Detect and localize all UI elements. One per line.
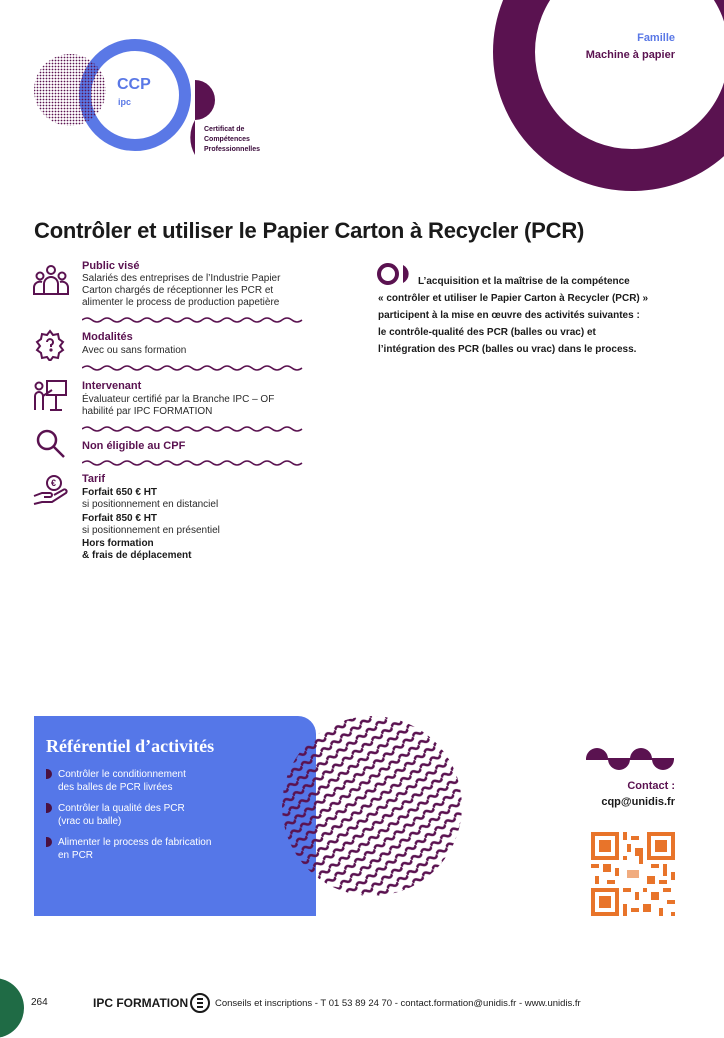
phone-icon <box>189 992 211 1014</box>
referentiel-item <box>46 836 286 862</box>
tarif-price1-note: si positionnement en distanciel <box>82 499 219 510</box>
objective-line4: le contrôle-qualité des PCR (balles ou vrac) et <box>378 327 596 338</box>
logo-cert-line1: Certificat de <box>204 126 245 133</box>
contact-email[interactable]: cqp@unidis.fr <box>601 796 675 808</box>
referentiel-list <box>46 768 286 862</box>
page-number-badge <box>0 978 24 1038</box>
referentiel-item-line1: Contrôler la qualité des PCR <box>58 803 185 814</box>
logo-ipc-text: ipc <box>118 97 132 107</box>
objective-line2: « contrôler et utiliser le Papier Carton à Recycler (PCR) » <box>378 293 649 304</box>
people-icon <box>32 263 70 297</box>
tarif-price1: Forfait 650 € HT <box>82 487 158 498</box>
tarif-price2-note: si positionnement en présentiel <box>82 525 220 536</box>
logo-cert-line3: Professionnelles <box>204 146 261 153</box>
intervenant-line1: Évaluateur certifié par la Branche IPC – OF <box>82 394 275 405</box>
tarif-title: Tarif <box>82 473 106 485</box>
logo-ccp-text: CCP <box>117 76 151 93</box>
family-value: Machine à papier <box>585 49 675 61</box>
intervenant-line2: habilité par IPC FORMATION <box>82 406 213 417</box>
wave-divider <box>82 425 304 433</box>
contact-label: Contact : <box>627 780 675 792</box>
objective-mark-icon <box>377 263 413 285</box>
referentiel-title: Référentiel d’activités <box>46 736 215 756</box>
modalites-line1: Avec ou sans formation <box>82 345 187 356</box>
public-line2: Carton chargés de réceptionner les PCR et <box>82 285 274 296</box>
money-hand-icon <box>32 474 70 506</box>
tarif-extra2: & frais de déplacement <box>82 550 192 561</box>
qr-code[interactable] <box>591 832 675 916</box>
hatched-sphere <box>280 714 464 898</box>
page-number: 264 <box>31 997 48 1008</box>
cpf-title: Non éligible au CPF <box>82 440 186 452</box>
tarif-extra1: Hors formation <box>82 538 154 549</box>
intervenant-title: Intervenant <box>82 380 142 392</box>
wave-divider <box>82 459 304 467</box>
logo-cert-line2: Compétences <box>204 136 250 143</box>
referentiel-item-line2: (vrac ou balle) <box>58 816 122 827</box>
wave-logo-icon <box>584 745 676 773</box>
svg-text:€: € <box>51 478 57 488</box>
objective-line3: participent à la mise en œuvre des activités suivantes : <box>378 310 640 321</box>
wave-divider <box>82 316 304 324</box>
public-line1: Salariés des entreprises de l’Industrie Papier <box>82 273 281 284</box>
referentiel-item-line2: en PCR <box>58 850 94 861</box>
referentiel-item-line1: Contrôler le conditionnement <box>58 769 186 780</box>
objective-line5: l’intégration des PCR (balles ou vrac) dans le process. <box>378 344 637 355</box>
magnifier-icon <box>35 428 67 460</box>
public-title: Public visé <box>82 260 140 272</box>
referentiel-item-line1: Alimenter le process de fabrication <box>58 837 212 848</box>
footer-brand: IPC FORMATION <box>93 996 189 1010</box>
footer-text: Conseils et inscriptions - T 01 53 89 24 70 - contact.formation@unidis.fr - www.unidis.fr <box>215 998 581 1009</box>
bullet-icon <box>46 803 52 813</box>
referentiel-item <box>46 802 286 828</box>
wave-divider <box>82 364 304 372</box>
tarif-price2: Forfait 850 € HT <box>82 513 158 524</box>
family-label: Famille <box>637 32 675 44</box>
page-title: Contrôler et utiliser le Papier Carton à Recycler (PCR) <box>34 218 585 243</box>
presenter-icon <box>32 378 68 412</box>
gear-question-icon <box>34 329 66 361</box>
referentiel-item-line2: des balles de PCR livrées <box>58 782 173 793</box>
public-line3: alimenter le process de production papetière <box>82 297 280 308</box>
bullet-icon <box>46 769 52 779</box>
decorative-ring <box>480 0 724 220</box>
objective-line1: L’acquisition et la maîtrise de la compétence <box>418 276 630 287</box>
referentiel-item <box>46 768 286 794</box>
bullet-icon <box>46 837 52 847</box>
modalites-title: Modalités <box>82 331 133 343</box>
